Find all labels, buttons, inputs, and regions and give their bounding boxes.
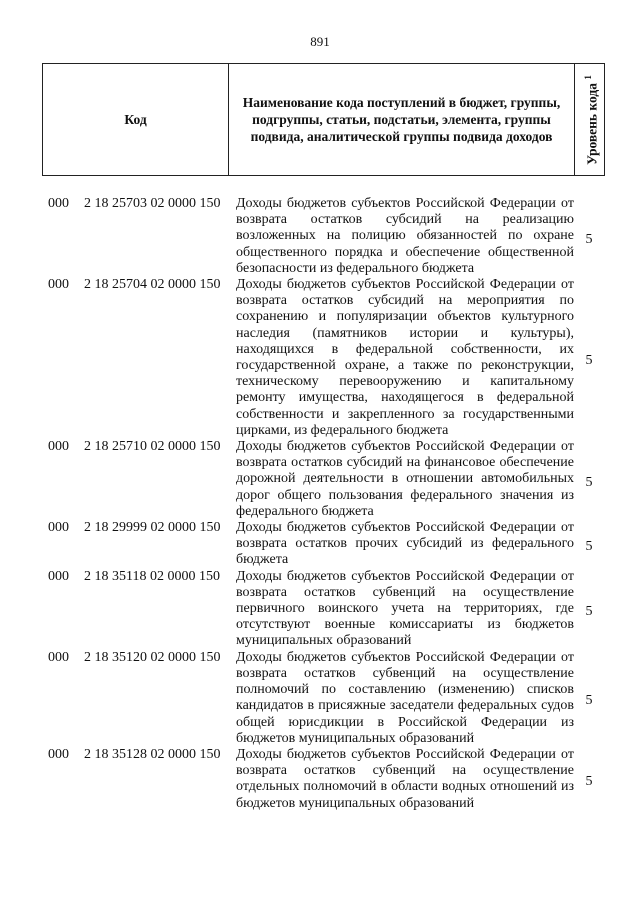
row-description: Доходы бюджетов субъектов Российской Федерации от возврата остатков субвенций на осуществление отдельных полномочий в области водных отношений из бюджетов муниципальных образований xyxy=(236,746,574,811)
header-level-cell xyxy=(575,64,605,176)
row-level: 5 xyxy=(585,353,593,369)
row-code: 2 18 35118 02 0000 150 xyxy=(84,568,220,584)
row-description: Доходы бюджетов субъектов Российской Федерации от возврата остатков прочих субсидий из федерального бюджета xyxy=(236,520,574,568)
row-code: 2 18 35128 02 0000 150 xyxy=(84,746,221,762)
table-row xyxy=(42,196,604,277)
row-description: Доходы бюджетов субъектов Российской Федерации от возврата остатков субвенций на осуществление первичного воинского учета на территориях, где отсутствуют военные комиссариаты из бюджетов муниципальных образований xyxy=(236,568,574,649)
row-prefix: 000 xyxy=(48,520,69,536)
row-level: 5 xyxy=(585,231,593,247)
header-level-footnote: 1 xyxy=(582,74,593,80)
table-row xyxy=(42,650,604,747)
row-code: 2 18 25710 02 0000 150 xyxy=(84,439,221,455)
row-description: Доходы бюджетов субъектов Российской Федерации от возврата остатков субвенций на осуществление полномочий по составлению (изменению) списков кандидатов в присяжные заседатели федеральных судов общей юрисдикции в Российской Федерации из бюджетов муниципальных образований xyxy=(236,649,574,746)
row-code: 2 18 29999 02 0000 150 xyxy=(84,520,221,536)
header-name: Наименование кода поступлений в бюджет, группы, подгруппы, статьи, подстатьи, элемента, группы подвида, аналитической группы подвида доходов xyxy=(229,64,575,176)
row-code: 2 18 25703 02 0000 150 xyxy=(84,196,221,211)
table-header xyxy=(42,63,605,176)
row-code: 2 18 35120 02 0000 150 xyxy=(84,649,221,665)
table-row xyxy=(42,439,604,520)
table-row xyxy=(42,569,604,650)
table-body xyxy=(42,196,604,812)
row-level: 5 xyxy=(585,693,593,709)
header-level xyxy=(579,75,600,165)
row-code: 2 18 25704 02 0000 150 xyxy=(84,277,221,293)
header-code: Код xyxy=(43,64,229,176)
row-prefix: 000 xyxy=(48,568,69,584)
row-level: 5 xyxy=(585,474,593,490)
header-level-label: Уровень кода xyxy=(583,82,599,165)
row-level: 5 xyxy=(585,604,593,620)
page-number: 891 xyxy=(310,34,330,49)
row-prefix: 000 xyxy=(48,746,69,762)
table-row xyxy=(42,277,604,439)
row-prefix: 000 xyxy=(48,196,69,211)
table-row xyxy=(42,747,604,812)
row-description: Доходы бюджетов субъектов Российской Федерации от возврата остатков субсидий на мероприятия по сохранению и популяризации объектов культурного наследия (памятников истории и культуры), находящихся в федеральной собственности, их государственной охране, а также по реконструкции, техническому перевооружению и капитальному ремонту имущества, находящегося в федеральной собственности и закрепленного за государственными цирками, из федерального бюджета xyxy=(236,277,574,438)
row-level: 5 xyxy=(585,774,593,790)
row-description: Доходы бюджетов субъектов Российской Федерации от возврата остатков субсидий на реализацию возложенных на полицию обязанностей по охране общественного порядка и обеспечение общественной безопасности из федерального бюджета xyxy=(236,196,574,276)
row-prefix: 000 xyxy=(48,439,69,455)
row-prefix: 000 xyxy=(48,277,69,293)
row-prefix: 000 xyxy=(48,649,69,665)
row-level: 5 xyxy=(585,539,593,555)
table-row xyxy=(42,520,604,569)
row-description: Доходы бюджетов субъектов Российской Федерации от возврата остатков субсидий на финансовое обеспечение дорожной деятельности в отношении автомобильных дорог общего пользования федерального значения из федерального бюджета xyxy=(236,439,574,519)
